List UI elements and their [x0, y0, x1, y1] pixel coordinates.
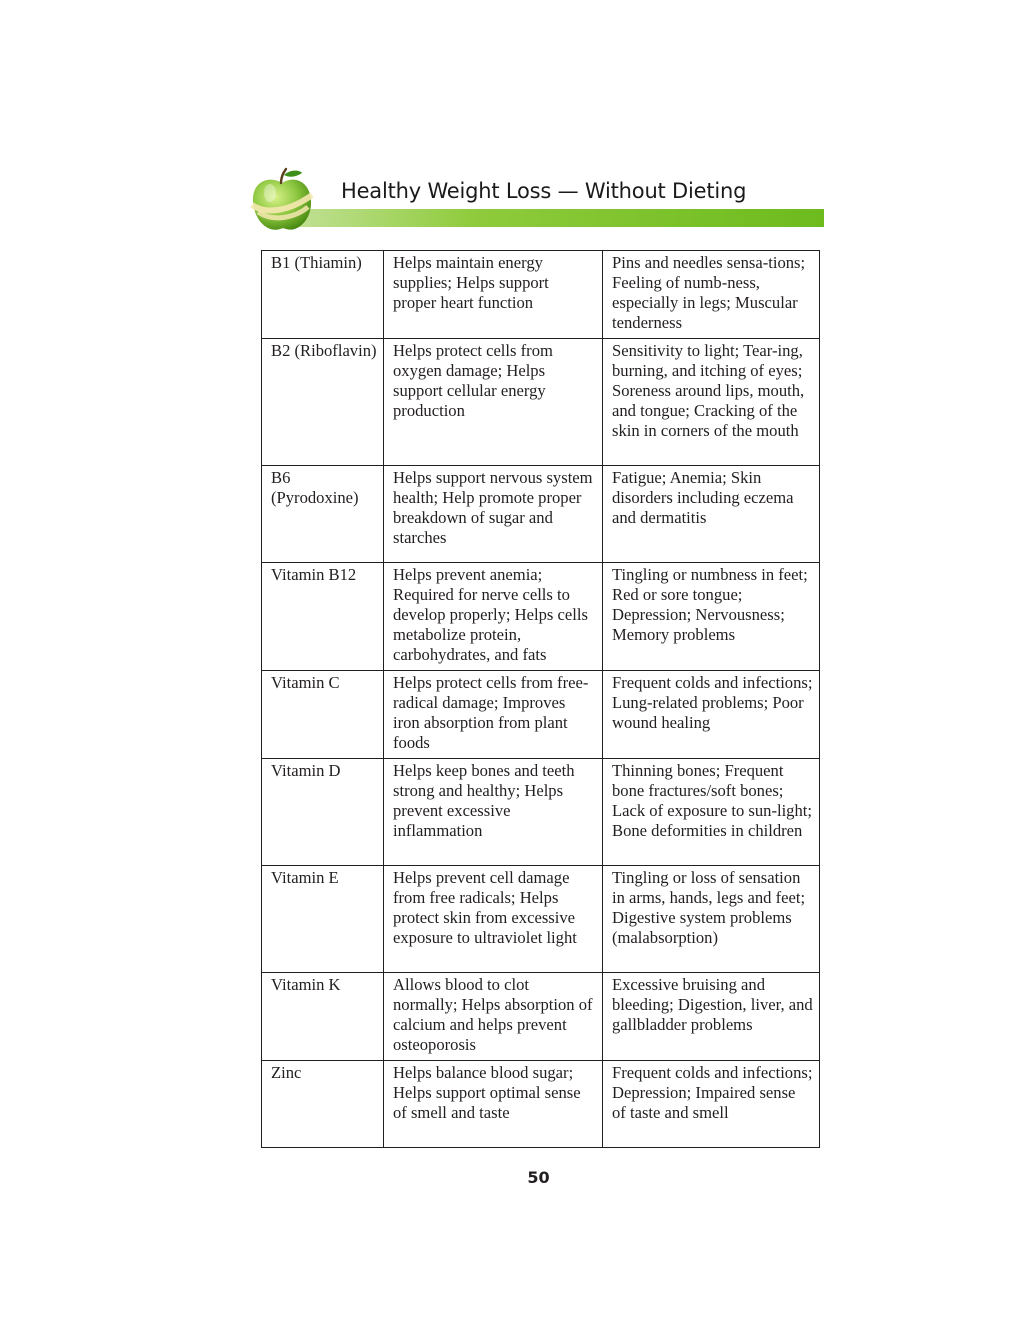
nutrient-cell: Vitamin C [262, 671, 384, 759]
symptoms-cell: Excessive bruising and bleeding; Digestion, liver, and gallbladder problems [603, 973, 820, 1061]
function-cell: Helps support nervous system health; Help promote proper breakdown of sugar and starches [384, 466, 603, 563]
symptoms-cell: Tingling or numbness in feet; Red or sore tongue; Depression; Nervousness; Memory problems [603, 563, 820, 671]
vitamin-table-body [262, 251, 820, 1148]
function-cell: Helps protect cells from free-radical damage; Improves iron absorption from plant foods [384, 671, 603, 759]
function-cell: Helps prevent cell damage from free radicals; Helps protect skin from excessive exposure to ultraviolet light [384, 866, 603, 973]
symptoms-cell: Tingling or loss of sensation in arms, hands, legs and feet; Digestive system problems (malabsorption) [603, 866, 820, 973]
function-cell: Helps keep bones and teeth strong and healthy; Helps prevent excessive inflammation [384, 759, 603, 866]
symptoms-cell: Thinning bones; Frequent bone fractures/soft bones; Lack of exposure to sun-light; Bone deformities in children [603, 759, 820, 866]
function-cell: Helps prevent anemia; Required for nerve cells to develop properly; Helps cells metabolize protein, carbohydrates, and fats [384, 563, 603, 671]
nutrient-cell: B1 (Thiamin) [262, 251, 384, 339]
symptoms-cell: Sensitivity to light; Tear-ing, burning, and itching of eyes; Soreness around lips, mouth, and tongue; Cracking of the skin in corners of the mouth [603, 339, 820, 466]
symptoms-cell: Frequent colds and infections; Lung-related problems; Poor wound healing [603, 671, 820, 759]
vitamin-table [261, 250, 820, 1148]
table-row [262, 1061, 820, 1148]
table-row [262, 671, 820, 759]
nutrient-cell: Vitamin D [262, 759, 384, 866]
symptoms-cell: Fatigue; Anemia; Skin disorders including eczema and dermatitis [603, 466, 820, 563]
apple-measuring-tape-icon [246, 165, 318, 237]
function-cell: Helps balance blood sugar; Helps support optimal sense of smell and taste [384, 1061, 603, 1148]
table-row [262, 973, 820, 1061]
nutrient-cell: Vitamin B12 [262, 563, 384, 671]
table-row [262, 339, 820, 466]
function-cell: Helps maintain energy supplies; Helps support proper heart function [384, 251, 603, 339]
nutrient-cell: Zinc [262, 1061, 384, 1148]
table-row [262, 251, 820, 339]
nutrient-cell: Vitamin K [262, 973, 384, 1061]
table-row [262, 759, 820, 866]
page-header [246, 165, 824, 237]
symptoms-cell: Frequent colds and infections; Depression; Impaired sense of taste and smell [603, 1061, 820, 1148]
table-row [262, 866, 820, 973]
nutrient-cell: B2 (Riboflavin) [262, 339, 384, 466]
table-row [262, 466, 820, 563]
header-green-bar [284, 209, 824, 227]
function-cell: Allows blood to clot normally; Helps absorption of calcium and helps prevent osteoporosis [384, 973, 603, 1061]
nutrient-cell: Vitamin E [262, 866, 384, 973]
running-header-title: Healthy Weight Loss — Without Dieting [341, 179, 747, 203]
nutrient-cell: B6 (Pyrodoxine) [262, 466, 384, 563]
symptoms-cell: Pins and needles sensa-tions; Feeling of numb-ness, especially in legs; Muscular tenderness [603, 251, 820, 339]
table-row [262, 563, 820, 671]
function-cell: Helps protect cells from oxygen damage; Helps support cellular energy production [384, 339, 603, 466]
page-number: 50 [527, 1168, 550, 1187]
